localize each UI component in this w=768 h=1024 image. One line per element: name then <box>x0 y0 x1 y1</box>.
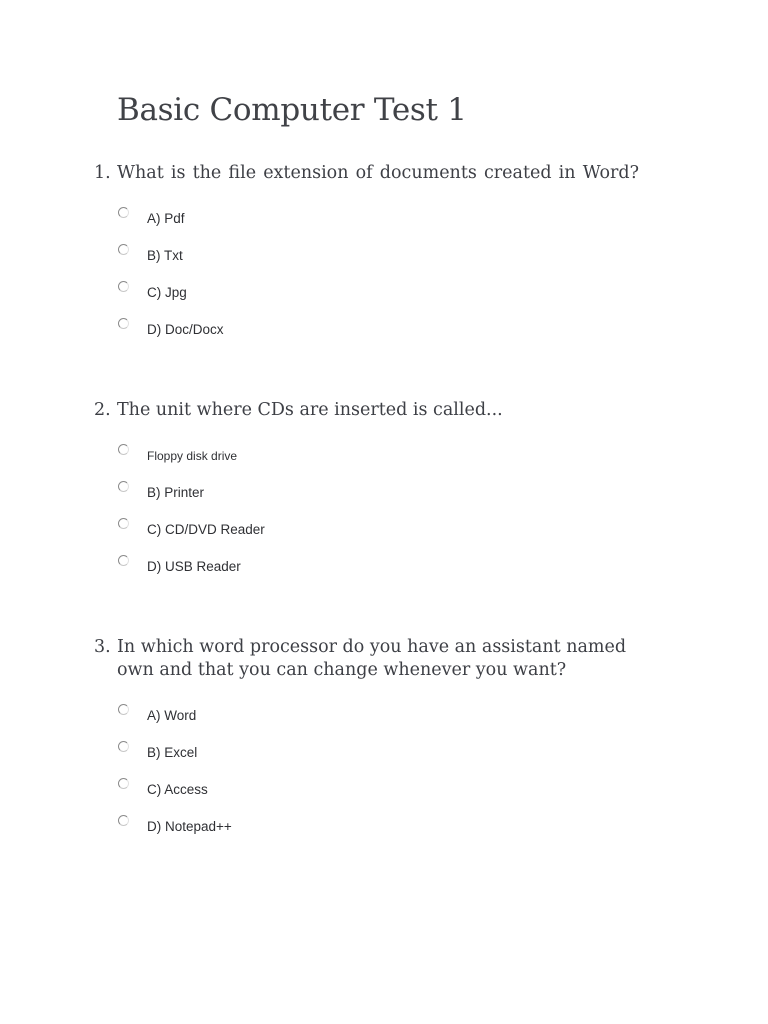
radio-button[interactable] <box>118 481 129 492</box>
radio-button[interactable] <box>118 444 129 455</box>
radio-button[interactable] <box>118 741 129 752</box>
radio-button[interactable] <box>118 518 129 529</box>
radio-button[interactable] <box>118 704 129 715</box>
option-label: D) USB Reader <box>147 559 241 574</box>
option-q3-d[interactable] <box>118 815 418 837</box>
option-label: Floppy disk drive <box>147 449 238 463</box>
question-number: 3. <box>94 637 111 657</box>
option-q2-b[interactable] <box>118 481 418 503</box>
option-label: C) CD/DVD Reader <box>147 522 265 537</box>
option-q1-a[interactable] <box>118 207 418 229</box>
option-label: B) Txt <box>147 248 183 263</box>
option-label: C) Access <box>147 782 208 797</box>
option-label: B) Excel <box>147 745 198 760</box>
option-q2-d[interactable] <box>118 555 418 577</box>
option-label: D) Notepad++ <box>147 819 232 834</box>
option-q3-b[interactable] <box>118 741 418 763</box>
question-number: 2. <box>94 400 111 420</box>
radio-button[interactable] <box>118 815 129 826</box>
option-label: A) Word <box>147 708 197 723</box>
question-3 <box>94 636 654 682</box>
option-q1-c[interactable] <box>118 281 418 303</box>
radio-button[interactable] <box>118 555 129 566</box>
radio-button[interactable] <box>118 207 129 218</box>
question-text: In which word processor do you have an assistant named own and that you can change whenever you want? <box>117 637 627 680</box>
radio-button[interactable] <box>118 778 129 789</box>
option-q3-c[interactable] <box>118 778 418 800</box>
radio-button[interactable] <box>118 318 129 329</box>
question-text: What is the file extension of documents created in Word? <box>117 163 639 183</box>
page-title: Basic Computer Test 1 <box>117 92 467 128</box>
option-q2-a[interactable] <box>118 444 418 466</box>
question-2 <box>94 399 654 422</box>
question-text: The unit where CDs are inserted is called... <box>117 400 503 420</box>
radio-button[interactable] <box>118 281 129 292</box>
option-label: A) Pdf <box>147 211 185 226</box>
option-q1-b[interactable] <box>118 244 418 266</box>
option-label: C) Jpg <box>147 285 187 300</box>
option-q1-d[interactable] <box>118 318 418 340</box>
question-number: 1. <box>94 163 111 183</box>
option-label: B) Printer <box>147 485 205 500</box>
option-q3-a[interactable] <box>118 704 418 726</box>
question-1 <box>94 162 654 185</box>
radio-button[interactable] <box>118 244 129 255</box>
option-q2-c[interactable] <box>118 518 418 540</box>
option-label: D) Doc/Docx <box>147 322 224 337</box>
